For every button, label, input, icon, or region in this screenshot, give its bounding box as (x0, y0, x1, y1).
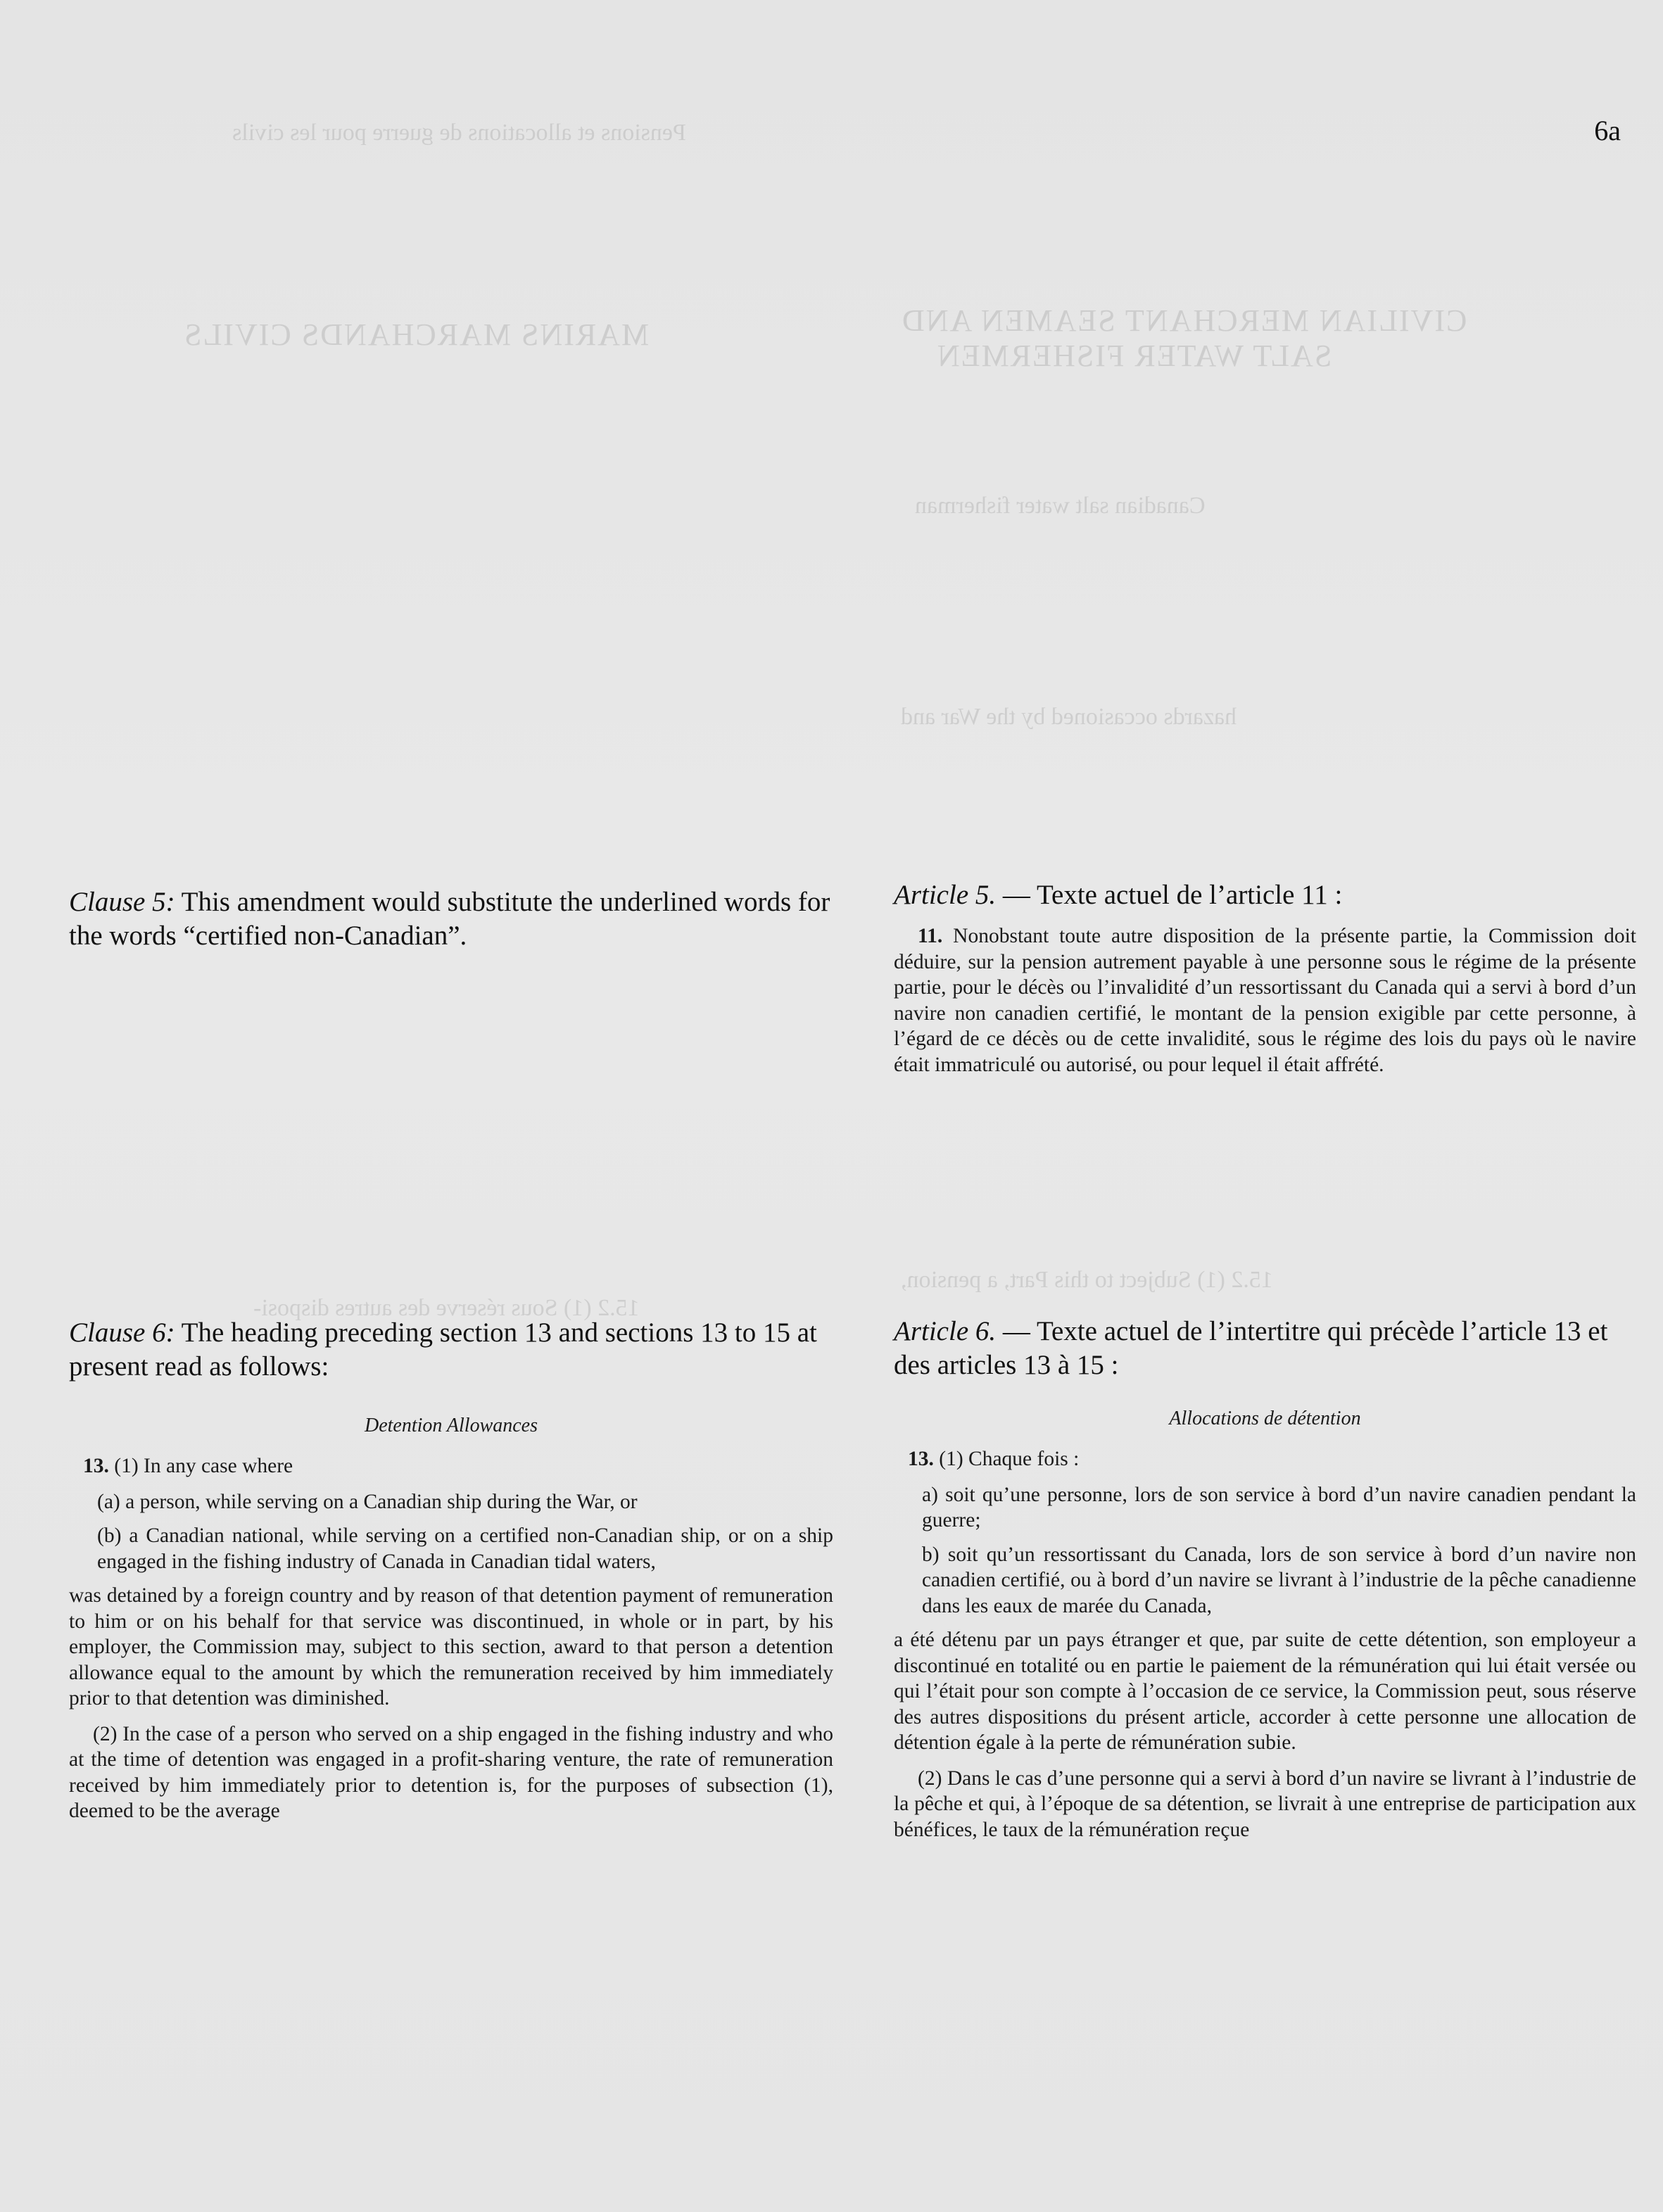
article-5-dash: — (996, 880, 1037, 910)
section-13-french (894, 1446, 1636, 1852)
bleed-through-title-2: SALT WATER FISHERMEN (936, 339, 1332, 373)
article-6-text: Texte actuel de l’intertitre qui précède l’article 13 et des articles 13 à 15 : (894, 1316, 1608, 1380)
section-13-intro (83, 1453, 833, 1479)
clause-6-label: Clause 6: (69, 1317, 175, 1348)
section-number: 11. (918, 925, 943, 947)
section-13-intro (908, 1446, 1636, 1472)
clause-6-note (69, 1316, 833, 1384)
section-intro-text: (1) Chaque fois : (939, 1448, 1080, 1470)
article-5-text: Texte actuel de l’article 11 : (1036, 880, 1343, 910)
paragraph-a: a) soit qu’une personne, lors de son service à bord d’un navire canadien pendant la guerre; (922, 1483, 1636, 1531)
section-13-body: a été détenu par un pays étranger et que, par suite de cette détention, son employeur a discontinué en totalité ou en partie le paiement de la rémunération qui lui était versée ou qui l’était pour son compte à l’occasion de ce service, la Commission peut, sous réserve des autres dispositions du présent article, accorder à cette personne une allocation de détention égale à la perte de rémunération subie. (894, 1629, 1636, 1754)
section-caption-french: Allocations de détention (1169, 1408, 1361, 1429)
section-intro-text: (1) In any case where (114, 1455, 293, 1477)
paragraph-b: (b) a Canadian national, while serving on a certified non-Canadian ship, or on a ship engaged in the fishing industry of Canada in Canadian tidal waters, (97, 1524, 833, 1573)
section-13-english (69, 1453, 833, 1834)
clause-5-label: Clause 5: (69, 887, 175, 917)
bleed-through-line-3: 15.2 (1) Subject to this Part, a pension, (901, 1267, 1273, 1293)
section-13-body: was detained by a foreign country and by reason of that detention payment of remuneration to him or on his behalf for that service was discontinued, in whole or in part, by his employer, the Commission may, subject to this section, award to that person a detention allowance equal to the amount by which the remuneration received by him immediately prior to that detention was diminished. (69, 1584, 833, 1709)
subsection-2: (2) Dans le cas d’une personne qui a servi à bord d’un navire se livrant à l’industrie de la pêche et qui, à l’époque de sa détention, se livrait à une entreprise de participation aux bénéfices, le taux de la rémunération reçue (894, 1767, 1636, 1841)
bleed-through-title-1: CIVILIAN MERCHANT SEAMEN AND (901, 303, 1467, 338)
bleed-through-header: Pensions et allocations de guerre pour les civils (232, 120, 686, 146)
section-number: 13. (83, 1455, 109, 1477)
clause-5-note (69, 885, 833, 953)
article-6-label: Article 6. (894, 1316, 997, 1346)
paragraph-b: b) soit qu’un ressortissant du Canada, lors de son service à bord d’un navire non canadien certifié, ou à bord d’un navire se livrant à l’industrie de la pêche canadienne dans les eaux de marée du Canada, (922, 1543, 1636, 1617)
subsection-2: (2) In the case of a person who served on a ship engaged in the fishing industry and who at the time of detention was engaged in a profit-sharing venture, the rate of remuneration received by him immediately prior to detention is, for the purposes of subsection (1), deemed to be the average (69, 1722, 833, 1822)
section-11-french (894, 923, 1636, 1087)
article-5-label: Article 5. (894, 880, 997, 910)
article-6-note (894, 1315, 1636, 1382)
bleed-through-line-2: hazards occasioned by the War and (901, 704, 1237, 730)
page-number: 6a (1594, 115, 1621, 146)
section-11-text: Nonobstant toute autre disposition de la présente partie, la Commission doit déduire, sur la pension autrement payable à une personne sous le régime de la présente partie, pour le décès ou l’invalidité d’un ressortissant du Canada qui a servi à bord d’un navire non canadien certifié, le montant de la pension exigible par cette personne, à l’égard de ce décès ou de cette invalidité, sous le régime des lois du pays où le navire était immatriculé ou autorisé, ou pour lequel il était affrété. (894, 925, 1636, 1076)
article-6-dash: — (996, 1316, 1037, 1346)
bleed-through-line-1: Canadian salt water fisherman (915, 493, 1206, 519)
section-11-paragraph (894, 923, 1636, 1077)
section-caption-english: Detention Allowances (365, 1415, 538, 1436)
paragraph-a: (a) a person, while serving on a Canadian ship during the War, or (97, 1490, 638, 1513)
section-number: 13. (908, 1448, 934, 1470)
bleed-through-title-3: MARINS MARCHANDS CIVILS (183, 317, 650, 352)
bleed-through-line-4: 15.2 (1) Sous réserve des autres disposi- (253, 1295, 640, 1321)
clause-5-text: This amendment would substitute the underlined words for the words “certified non-Canadian”. (69, 887, 830, 951)
clause-6-text: The heading preceding section 13 and sections 13 to 15 at present read as follows: (69, 1317, 817, 1382)
article-5-note (894, 878, 1636, 912)
